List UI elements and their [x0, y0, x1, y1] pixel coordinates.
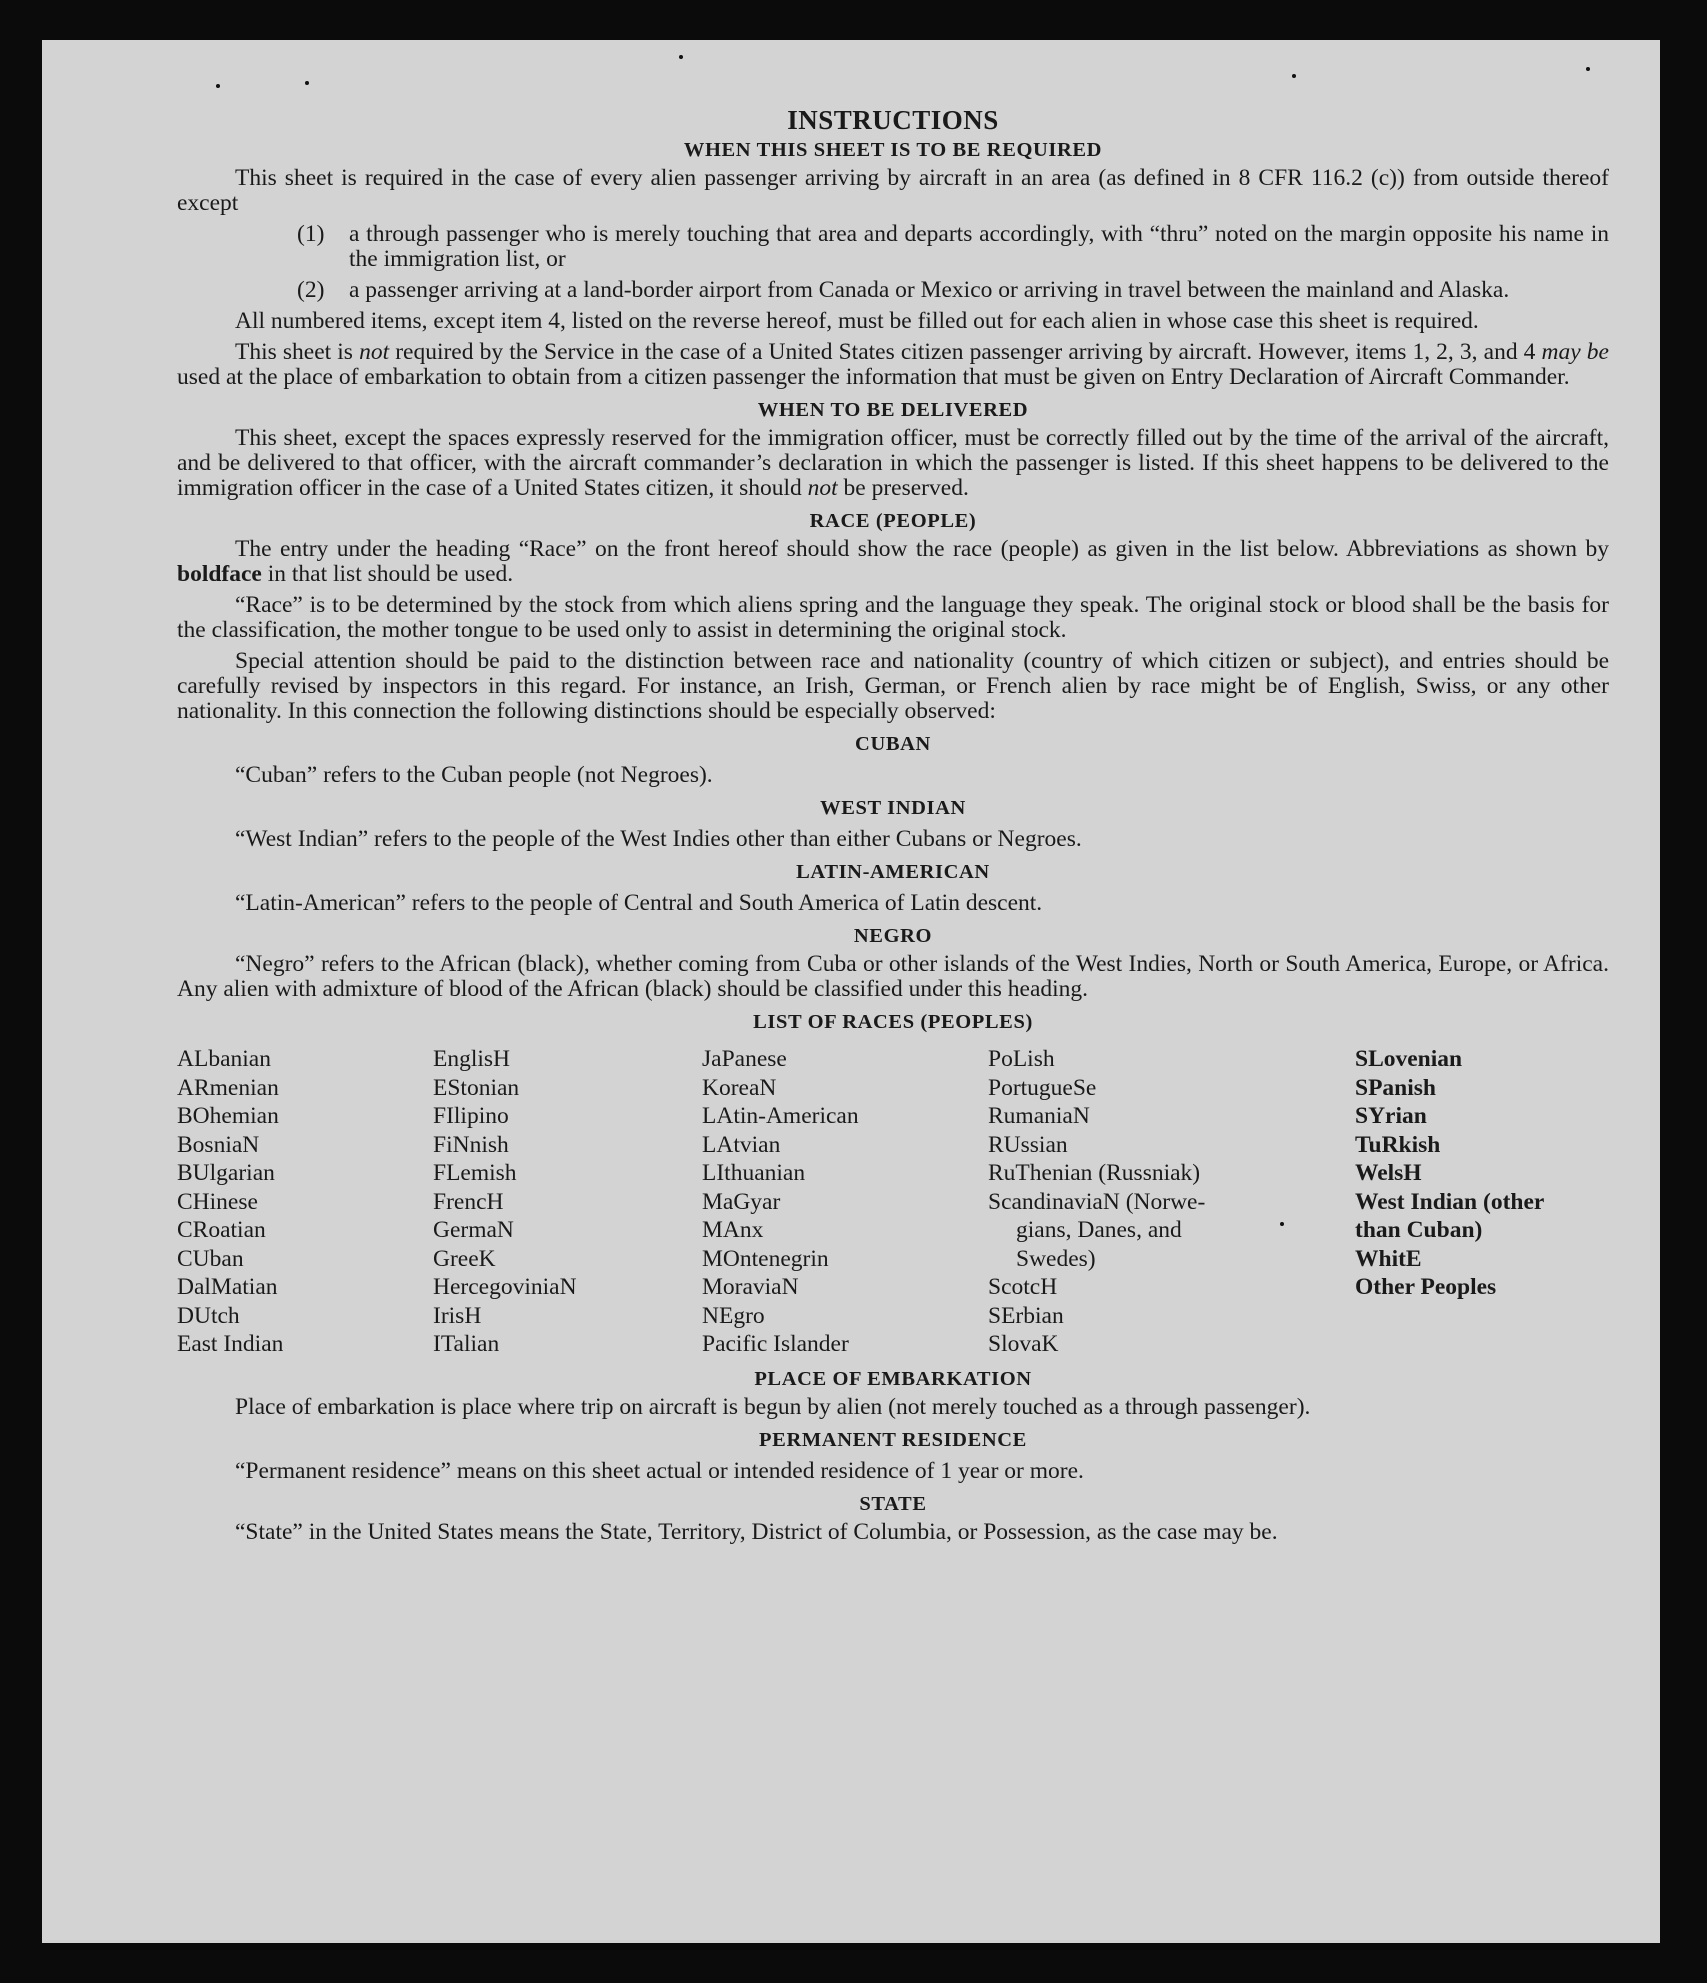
race-entry: EnglisH — [433, 1046, 511, 1072]
speck — [1292, 74, 1296, 78]
race-entry: BosniaN — [177, 1131, 260, 1158]
section-heading-list-of-races: LIST OF RACES (PEOPLES) — [753, 1011, 1033, 1033]
race-entry: LAtin-American — [702, 1103, 859, 1129]
race-entry: FIlipino — [433, 1103, 509, 1129]
exception-item-1 — [177, 222, 1609, 272]
embarkation-definition: Place of embarkation is place where trip on aircraft is begun by alien (not merely touched as a through passenger). — [235, 1393, 1311, 1420]
race-entry: Swedes) — [1016, 1245, 1096, 1272]
page-title: INSTRUCTIONS — [787, 105, 999, 135]
section-heading-cuban: CUBAN — [855, 733, 931, 755]
race-entry: DalMatian — [177, 1274, 278, 1300]
race-entry: BOhemian — [177, 1103, 279, 1129]
race-entry: Other Peoples — [1355, 1274, 1497, 1300]
race-entry: MoraviaN — [702, 1274, 799, 1300]
race-entry: than Cuban) — [1355, 1217, 1483, 1243]
text-run: The entry under the heading “Race” on the front hereof should show the race (people) as given in the list below. Abbreviations as shown by — [235, 536, 1609, 562]
race-entry: PortugueSe — [988, 1074, 1097, 1101]
document-sheet — [42, 40, 1660, 1943]
races-column-3 — [702, 1045, 988, 1359]
text-run: in that list should be used. — [261, 561, 514, 587]
race-entry: FrencH — [433, 1188, 504, 1215]
race-entry: NEgro — [702, 1302, 765, 1329]
race-entry: IrisH — [433, 1302, 482, 1329]
race-entry: ScotcH — [988, 1274, 1058, 1300]
race-entry: gians, Danes, and — [1016, 1217, 1182, 1243]
race-entry: West Indian (other — [1355, 1188, 1545, 1215]
race-entry: PoLish — [988, 1046, 1055, 1072]
race-paragraph-3: Special attention should be paid to the distinction between race and nationality (country of which citizen or subject), and entries should be carefully revised by inspectors in this regard. For instance, an Irish, German, or French alien by race might be of English, Swiss, or any other nationality. In this connection the following distinctions should be especially observed: — [177, 648, 1609, 724]
item-text: a passenger arriving at a land-border airport from Canada or Mexico or arriving in travel between the mainland and Alaska. — [349, 277, 1510, 303]
speck — [679, 55, 683, 59]
race-entry: East Indian — [177, 1331, 284, 1357]
section-heading-negro: NEGRO — [853, 925, 933, 947]
race-entry: ITalian — [433, 1331, 500, 1357]
text-run: used at the place of embarkation to obtain from a citizen passenger the information that must be given on Entry Declaration of Aircraft Commander. — [177, 364, 1570, 390]
race-entry: GreeK — [433, 1245, 496, 1272]
numbered-items-paragraph: All numbered items, except item 4, listed on the reverse hereof, must be filled out for each alien in whose case this sheet is required. — [235, 308, 1479, 334]
race-entry: BUlgarian — [177, 1160, 275, 1186]
state-definition: “State” in the United States means the State, Territory, District of Columbia, or Possession, as the case may be. — [235, 1518, 1278, 1545]
race-entry: EStonian — [433, 1074, 520, 1101]
negro-definition: “Negro” refers to the African (black), whether coming from Cuba or other islands of the West Indies, North or South America, Europe, or Africa. Any alien with admixture of blood of the African (black) should be classified under this heading. — [177, 951, 1609, 1002]
races-column-5 — [1355, 1045, 1609, 1359]
races-column-1 — [177, 1045, 433, 1359]
race-entry: JaPanese — [702, 1046, 787, 1072]
race-entry: SlovaK — [988, 1331, 1059, 1357]
race-entry: DUtch — [177, 1302, 240, 1329]
item-number: (2) — [297, 277, 325, 303]
race-entry: RuThenian (Russniak) — [988, 1160, 1201, 1186]
race-entry: CHinese — [177, 1188, 258, 1215]
race-entry: MOntenegrin — [702, 1245, 829, 1272]
citizen-paragraph — [177, 340, 1609, 390]
race-entry: CRoatian — [177, 1217, 266, 1243]
cuban-definition: “Cuban” refers to the Cuban people (not Negroes). — [235, 762, 713, 788]
races-column-2 — [433, 1045, 702, 1359]
races-column-4 — [988, 1045, 1355, 1359]
race-entry: WhitE — [1355, 1245, 1422, 1272]
item-text: a through passenger who is merely touching that area and departs accordingly, with “thru” noted on the margin opposite his name in the immigration list, or — [349, 221, 1609, 272]
race-entry: CUban — [177, 1245, 244, 1272]
race-entry: GermaN — [433, 1217, 514, 1243]
item-number: (1) — [297, 221, 325, 247]
text-run: be preserved. — [837, 475, 969, 501]
section-heading-delivered: WHEN TO BE DELIVERED — [757, 399, 1029, 421]
text-run: This sheet, except the spaces expressly reserved for the immigration officer, must be correctly filled out by the time of the arrival of the aircraft, and be delivered to that officer, with the aircraft commander’s declaration in which the passenger is listed. If this sheet happens to be delivered to the immigration officer in the case of a United States citizen, it should — [177, 425, 1609, 501]
speck — [1586, 67, 1590, 71]
race-entry: SPanish — [1355, 1074, 1436, 1101]
section-heading-state: STATE — [859, 1492, 927, 1515]
race-entry: KoreaN — [702, 1074, 777, 1101]
section-heading-permanent-residence: PERMANENT RESIDENCE — [759, 1428, 1027, 1451]
section-heading-embarkation: PLACE OF EMBARKATION — [754, 1367, 1032, 1390]
race-entry: SYrian — [1355, 1103, 1427, 1129]
race-entry: MAnx — [702, 1217, 764, 1243]
race-entry: LAtvian — [702, 1131, 781, 1158]
race-entry: MaGyar — [702, 1188, 781, 1215]
race-entry: Pacific Islander — [702, 1331, 849, 1357]
required-intro: This sheet is required in the case of every alien passenger arriving by aircraft in an area (as defined in 8 CFR 116.2 (c)) from outside thereof except — [177, 165, 1609, 216]
bold-run: boldface — [177, 561, 262, 587]
race-entry: FiNnish — [433, 1131, 509, 1158]
text-run: required by the Service in the case of a United States citizen passenger arriving by aircraft. However, items 1, 2, 3, and 4 — [389, 339, 1542, 365]
italic-run: not — [807, 475, 838, 501]
delivered-paragraph — [177, 426, 1609, 501]
race-entry: LIthuanian — [702, 1160, 806, 1186]
section-heading-west-indian: WEST INDIAN — [820, 797, 966, 819]
race-entry: ALbanian — [177, 1046, 271, 1072]
race-entry: TuRkish — [1355, 1131, 1441, 1158]
instructions-content — [177, 103, 1609, 1551]
section-heading-required: WHEN THIS SHEET IS TO BE REQUIRED — [683, 139, 1103, 161]
race-entry: SLovenian — [1355, 1046, 1463, 1072]
text-run: This sheet is — [235, 339, 360, 365]
race-entry: ARmenian — [177, 1074, 279, 1101]
race-entry: RUssian — [988, 1131, 1068, 1158]
section-heading-latin-american: LATIN-AMERICAN — [796, 861, 990, 883]
race-entry: FLemish — [433, 1160, 517, 1186]
residence-definition: “Permanent residence” means on this sheet actual or intended residence of 1 year or more. — [235, 1457, 1084, 1484]
italic-run: not — [359, 339, 390, 365]
speck — [305, 81, 309, 85]
section-heading-race: RACE (PEOPLE) — [809, 510, 977, 532]
race-entry: ScandinaviaN (Norwe- — [988, 1188, 1206, 1215]
race-entry: WelsH — [1355, 1160, 1422, 1186]
race-paragraph-1 — [177, 537, 1609, 587]
races-list — [177, 1045, 1609, 1359]
speck — [216, 84, 220, 88]
exception-item-2 — [177, 278, 1609, 303]
latin-american-definition: “Latin-American” refers to the people of Central and South America of Latin descent. — [235, 890, 1043, 916]
italic-run: may be — [1541, 339, 1609, 365]
west-indian-definition: “West Indian” refers to the people of the West Indies other than either Cubans or Negroes. — [235, 826, 1082, 852]
race-entry: SErbian — [988, 1302, 1064, 1329]
race-paragraph-2: “Race” is to be determined by the stock from which aliens spring and the language they speak. The original stock or blood shall be the basis for the classification, the mother tongue to be used only to assist in determining the original stock. — [177, 592, 1609, 643]
race-entry: RumaniaN — [988, 1103, 1090, 1129]
race-entry: HercegoviniaN — [433, 1274, 577, 1300]
